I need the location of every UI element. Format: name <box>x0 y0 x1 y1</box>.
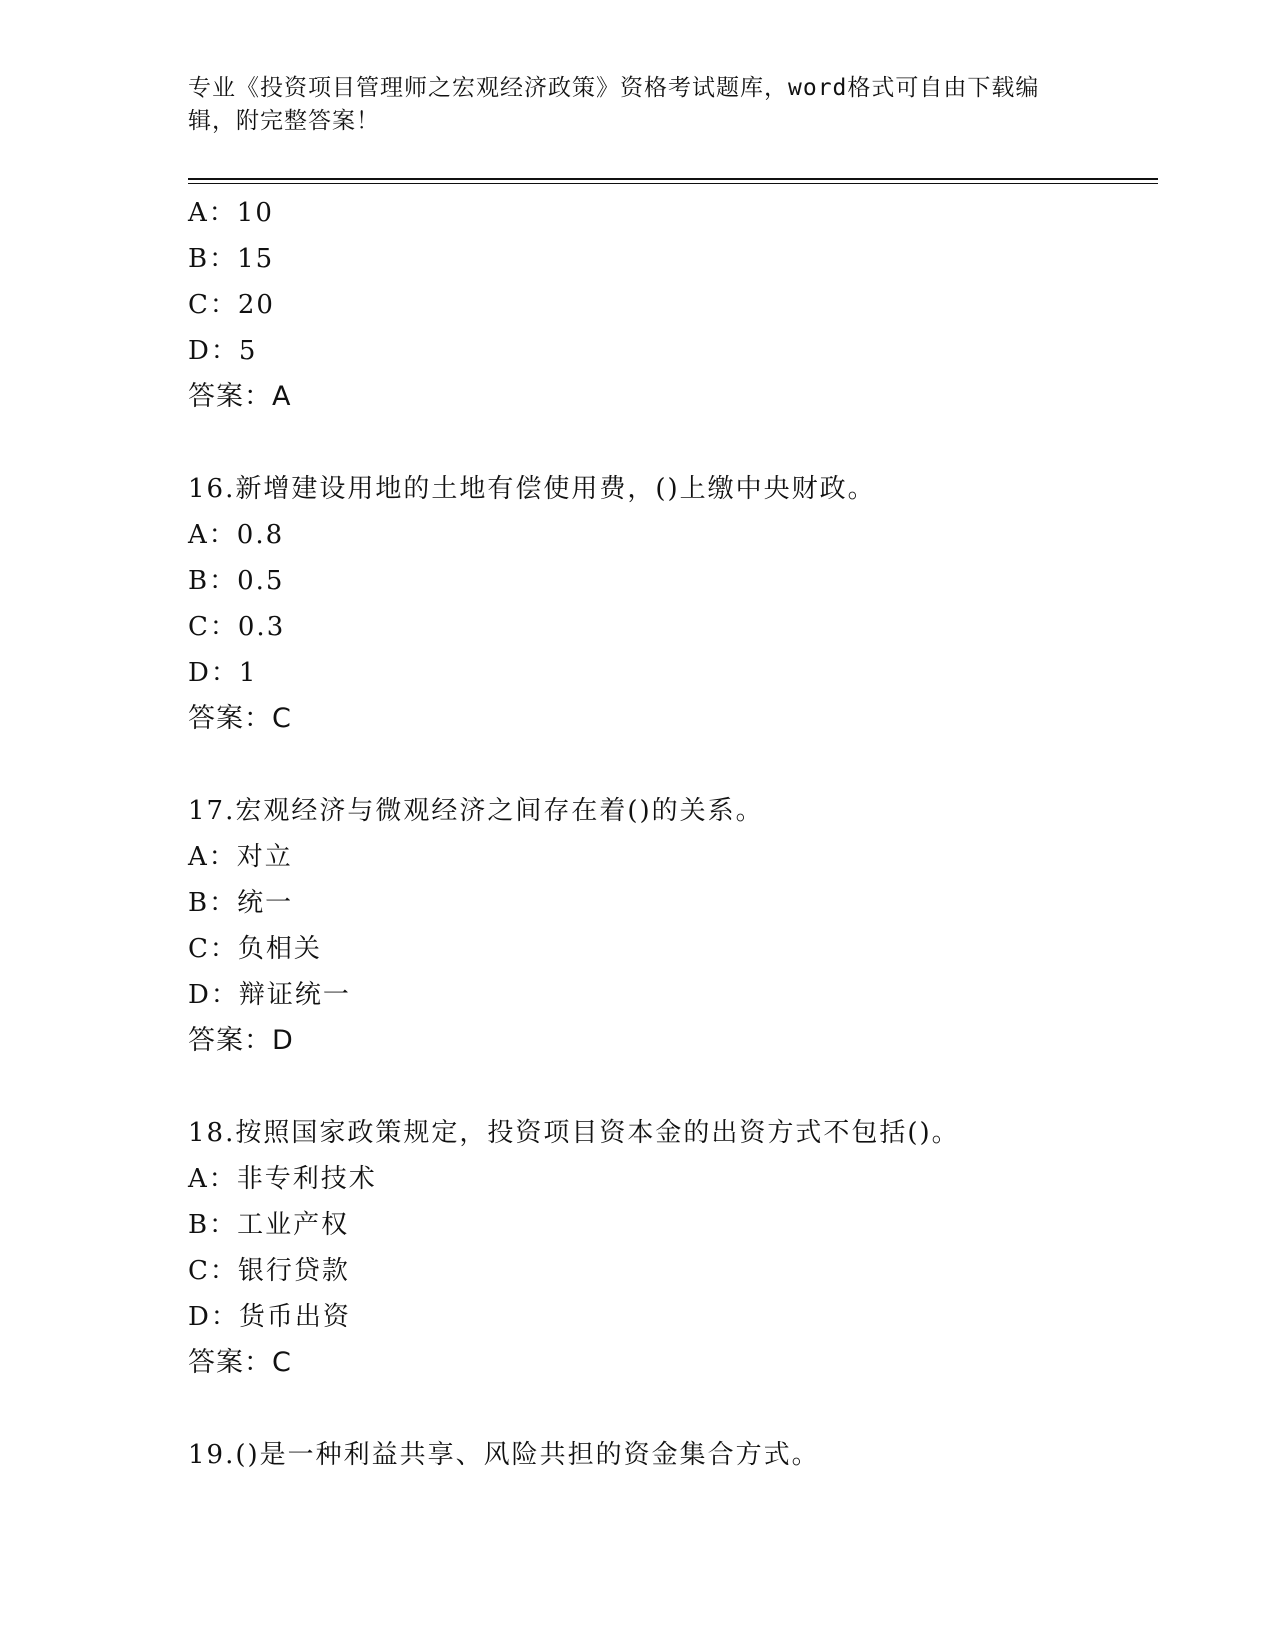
header-rule-thin <box>188 183 1158 184</box>
document-header <box>188 72 1088 138</box>
answer-line: 答案：D <box>188 1025 294 1056</box>
question-block-15 <box>188 190 1148 420</box>
option-b: B：工业产权 <box>188 1210 350 1240</box>
option-c: C：0.3 <box>188 612 286 642</box>
block-spacer <box>188 1386 1148 1432</box>
block-spacer <box>188 420 1148 466</box>
option-b: B：15 <box>188 244 275 274</box>
option-d: D：5 <box>188 336 258 366</box>
option-b: B：统一 <box>188 888 294 918</box>
question-text: 17.宏观经济与微观经济之间存在着()的关系。 <box>188 796 764 826</box>
answer-line: 答案：A <box>188 381 292 412</box>
block-spacer <box>188 1064 1148 1110</box>
option-d: D：1 <box>188 658 258 688</box>
option-d: D：货币出资 <box>188 1302 351 1332</box>
block-spacer <box>188 742 1148 788</box>
question-block-16 <box>188 466 1148 742</box>
option-b: B：0.5 <box>188 566 285 596</box>
question-block-18 <box>188 1110 1148 1386</box>
question-block-17 <box>188 788 1148 1064</box>
option-a: A：对立 <box>188 842 293 872</box>
header-line-1: 专业《投资项目管理师之宏观经济政策》资格考试题库，word格式可自由下载编 <box>188 75 1040 101</box>
option-c: C：20 <box>188 290 275 320</box>
answer-line: 答案：C <box>188 1347 292 1378</box>
question-text: 19.()是一种利益共享、风险共担的资金集合方式。 <box>188 1440 820 1470</box>
option-a: A：10 <box>188 198 274 228</box>
question-block-19 <box>188 1432 1148 1478</box>
header-rule-thick <box>188 178 1158 180</box>
option-c: C：负相关 <box>188 934 322 964</box>
header-line-2: 辑，附完整答案！ <box>188 108 380 134</box>
question-text: 18.按照国家政策规定，投资项目资本金的出资方式不包括()。 <box>188 1118 960 1148</box>
option-c: C：银行贷款 <box>188 1256 350 1286</box>
option-a: A：0.8 <box>188 520 285 550</box>
option-d: D：辩证统一 <box>188 980 351 1010</box>
question-text: 16.新增建设用地的土地有偿使用费，()上缴中央财政。 <box>188 474 876 504</box>
question-list <box>188 190 1148 1478</box>
answer-line: 答案：C <box>188 703 292 734</box>
option-a: A：非专利技术 <box>188 1164 377 1194</box>
